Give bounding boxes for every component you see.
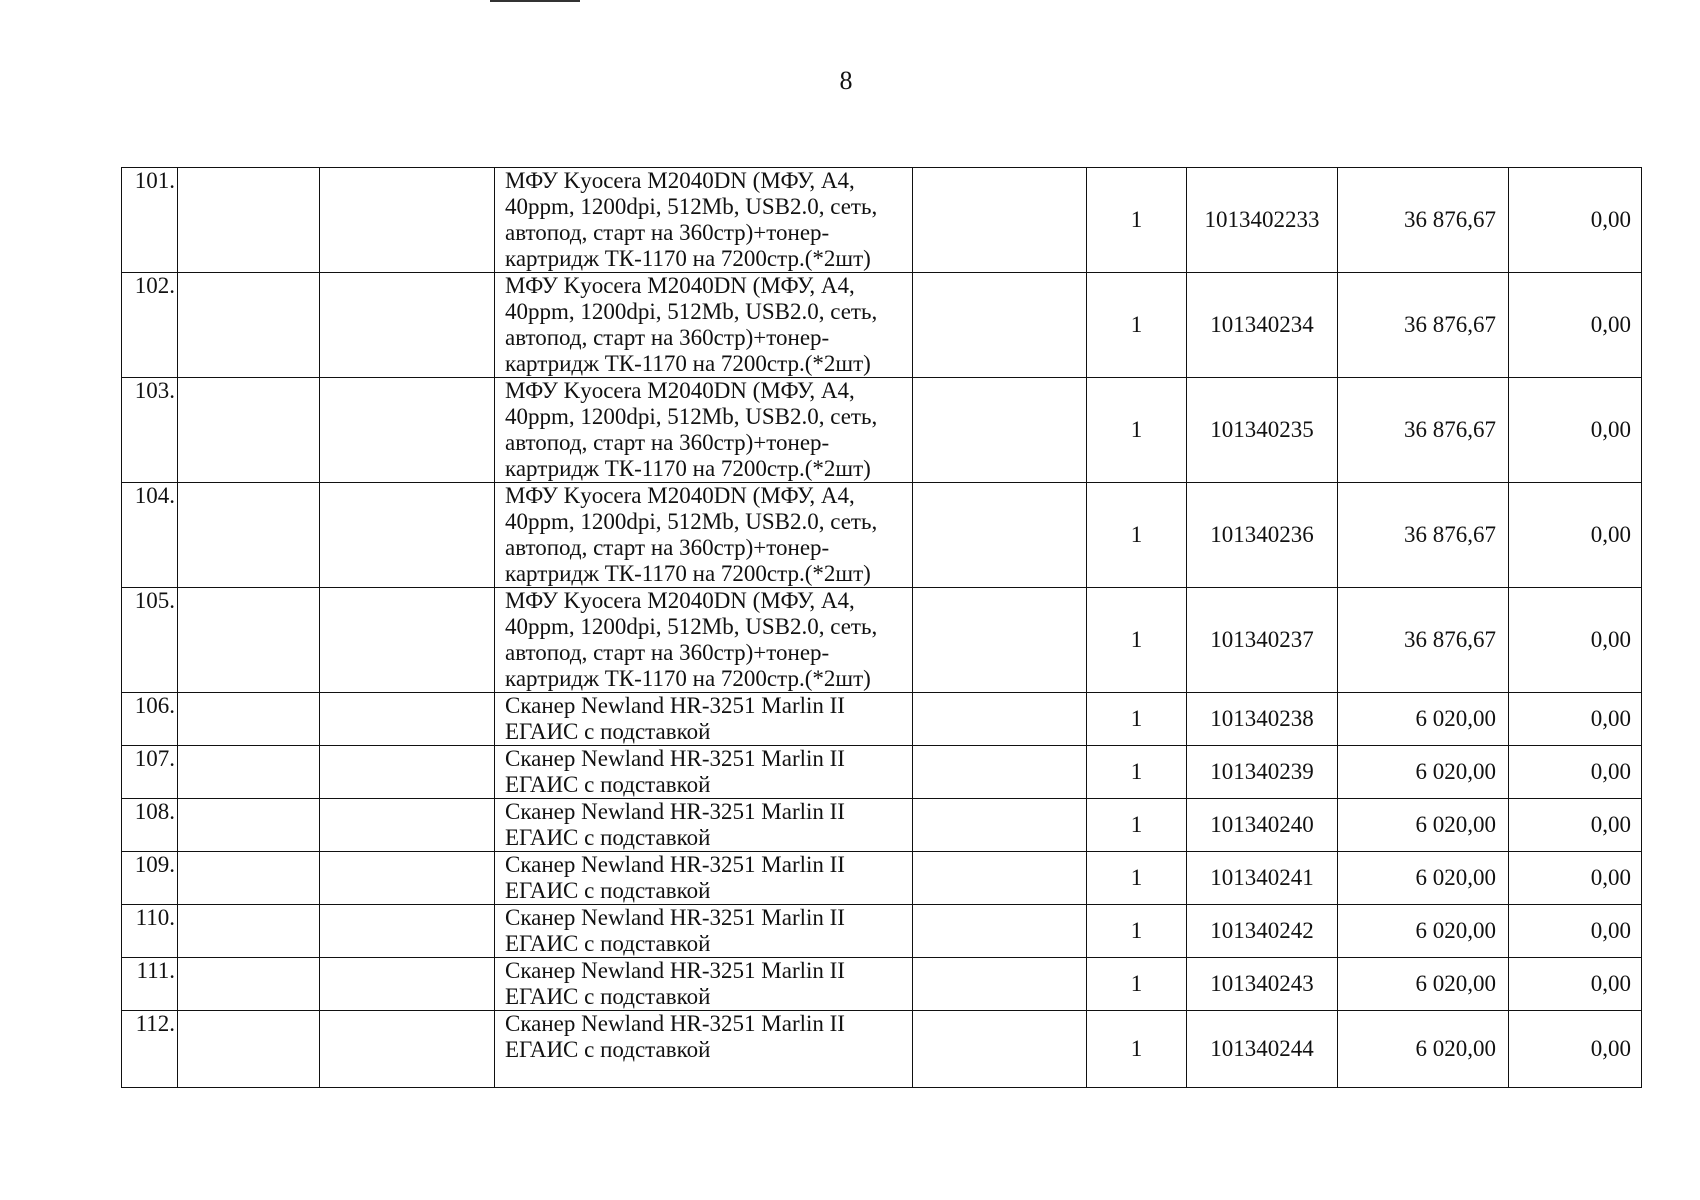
description-line: автопод, старт на 360стр)+тонер- xyxy=(505,220,830,245)
description-line: МФУ Kyocera M2040DN (МФУ, А4, xyxy=(505,378,855,403)
quantity-cell: 1 xyxy=(1087,1011,1187,1088)
row-number-cell: 109. xyxy=(122,852,178,905)
quantity-cell: 1 xyxy=(1087,852,1187,905)
empty-cell-a xyxy=(178,799,320,852)
table-row xyxy=(122,905,1642,958)
description-cell xyxy=(495,273,913,378)
empty-cell-a xyxy=(178,483,320,588)
empty-cell-a xyxy=(178,852,320,905)
empty-cell-a xyxy=(178,378,320,483)
inventory-number-cell: 101340244 xyxy=(1187,1011,1338,1088)
row-number-cell: 107. xyxy=(122,746,178,799)
inventory-number-cell: 101340236 xyxy=(1187,483,1338,588)
quantity-cell: 1 xyxy=(1087,588,1187,693)
row-number-cell: 103. xyxy=(122,378,178,483)
description-cell xyxy=(495,588,913,693)
empty-cell-a xyxy=(178,168,320,273)
description-line: МФУ Kyocera M2040DN (МФУ, А4, xyxy=(505,483,855,508)
table-row xyxy=(122,378,1642,483)
table-body xyxy=(122,168,1642,1088)
description-cell xyxy=(495,378,913,483)
empty-cell-b xyxy=(320,378,495,483)
description-line: картридж ТК-1170 на 7200стр.(*2шт) xyxy=(505,666,871,691)
residual-value-cell: 0,00 xyxy=(1509,852,1642,905)
quantity-cell: 1 xyxy=(1087,273,1187,378)
empty-cell-b xyxy=(320,1011,495,1088)
residual-value-cell: 0,00 xyxy=(1509,746,1642,799)
empty-cell-c xyxy=(913,958,1087,1011)
description-line: 40ppm, 1200dpi, 512Mb, USB2.0, сеть, xyxy=(505,299,878,324)
empty-cell-b xyxy=(320,588,495,693)
empty-cell-c xyxy=(913,378,1087,483)
description-line: ЕГАИС с подставкой xyxy=(505,984,711,1009)
description-line: картридж ТК-1170 на 7200стр.(*2шт) xyxy=(505,561,871,586)
table-row xyxy=(122,1011,1642,1088)
book-value-cell: 36 876,67 xyxy=(1338,168,1509,273)
description-line: ЕГАИС с подставкой xyxy=(505,825,711,850)
residual-value-cell: 0,00 xyxy=(1509,588,1642,693)
book-value-cell: 6 020,00 xyxy=(1338,693,1509,746)
row-number-cell: 106. xyxy=(122,693,178,746)
description-line: Сканер Newland HR-3251 Marlin II xyxy=(505,746,845,771)
description-line: ЕГАИС с подставкой xyxy=(505,772,711,797)
book-value-cell: 6 020,00 xyxy=(1338,799,1509,852)
empty-cell-a xyxy=(178,1011,320,1088)
description-line: Сканер Newland HR-3251 Marlin II xyxy=(505,693,845,718)
empty-cell-a xyxy=(178,273,320,378)
page-number: 8 xyxy=(839,66,853,95)
quantity-cell: 1 xyxy=(1087,905,1187,958)
empty-cell-a xyxy=(178,905,320,958)
table-row xyxy=(122,273,1642,378)
table-row xyxy=(122,746,1642,799)
empty-cell-b xyxy=(320,168,495,273)
description-line: Сканер Newland HR-3251 Marlin II xyxy=(505,799,845,824)
empty-cell-c xyxy=(913,693,1087,746)
row-number-cell: 105. xyxy=(122,588,178,693)
description-line: ЕГАИС с подставкой xyxy=(505,1037,711,1062)
quantity-cell: 1 xyxy=(1087,483,1187,588)
description-line: Сканер Newland HR-3251 Marlin II xyxy=(505,905,845,930)
description-line: автопод, старт на 360стр)+тонер- xyxy=(505,535,830,560)
description-line: Сканер Newland HR-3251 Marlin II xyxy=(505,958,845,983)
empty-cell-c xyxy=(913,483,1087,588)
description-line: картридж ТК-1170 на 7200стр.(*2шт) xyxy=(505,246,871,271)
residual-value-cell: 0,00 xyxy=(1509,483,1642,588)
empty-cell-b xyxy=(320,905,495,958)
quantity-cell: 1 xyxy=(1087,168,1187,273)
description-cell xyxy=(495,905,913,958)
description-line: МФУ Kyocera M2040DN (МФУ, А4, xyxy=(505,273,855,298)
description-line: МФУ Kyocera M2040DN (МФУ, А4, xyxy=(505,168,855,193)
residual-value-cell: 0,00 xyxy=(1509,799,1642,852)
top-edge-mark xyxy=(490,0,580,2)
book-value-cell: 6 020,00 xyxy=(1338,958,1509,1011)
description-line: 40ppm, 1200dpi, 512Mb, USB2.0, сеть, xyxy=(505,509,878,534)
description-line: Сканер Newland HR-3251 Marlin II xyxy=(505,1011,845,1036)
description-cell xyxy=(495,168,913,273)
empty-cell-c xyxy=(913,1011,1087,1088)
inventory-number-cell: 101340238 xyxy=(1187,693,1338,746)
description-line: ЕГАИС с подставкой xyxy=(505,878,711,903)
quantity-cell: 1 xyxy=(1087,378,1187,483)
book-value-cell: 36 876,67 xyxy=(1338,378,1509,483)
row-number-cell: 102. xyxy=(122,273,178,378)
inventory-number-cell: 101340243 xyxy=(1187,958,1338,1011)
empty-cell-c xyxy=(913,273,1087,378)
description-line: картридж ТК-1170 на 7200стр.(*2шт) xyxy=(505,351,871,376)
description-line: ЕГАИС с подставкой xyxy=(505,931,711,956)
inventory-number-cell: 101340239 xyxy=(1187,746,1338,799)
inventory-number-cell: 101340241 xyxy=(1187,852,1338,905)
book-value-cell: 6 020,00 xyxy=(1338,1011,1509,1088)
description-line: 40ppm, 1200dpi, 512Mb, USB2.0, сеть, xyxy=(505,194,878,219)
table-row xyxy=(122,799,1642,852)
empty-cell-c xyxy=(913,905,1087,958)
empty-cell-a xyxy=(178,958,320,1011)
row-number-cell: 101. xyxy=(122,168,178,273)
residual-value-cell: 0,00 xyxy=(1509,693,1642,746)
description-cell xyxy=(495,483,913,588)
description-line: 40ppm, 1200dpi, 512Mb, USB2.0, сеть, xyxy=(505,404,878,429)
description-line: Сканер Newland HR-3251 Marlin II xyxy=(505,852,845,877)
description-cell xyxy=(495,693,913,746)
table-row xyxy=(122,588,1642,693)
quantity-cell: 1 xyxy=(1087,958,1187,1011)
description-cell xyxy=(495,799,913,852)
book-value-cell: 6 020,00 xyxy=(1338,905,1509,958)
description-cell xyxy=(495,746,913,799)
book-value-cell: 6 020,00 xyxy=(1338,746,1509,799)
inventory-number-cell: 101340242 xyxy=(1187,905,1338,958)
row-number-cell: 111. xyxy=(122,958,178,1011)
row-number-cell: 112. xyxy=(122,1011,178,1088)
description-line: автопод, старт на 360стр)+тонер- xyxy=(505,325,830,350)
empty-cell-b xyxy=(320,746,495,799)
quantity-cell: 1 xyxy=(1087,799,1187,852)
description-cell xyxy=(495,852,913,905)
row-number-cell: 108. xyxy=(122,799,178,852)
empty-cell-a xyxy=(178,588,320,693)
empty-cell-a xyxy=(178,746,320,799)
table-row xyxy=(122,852,1642,905)
description-line: ЕГАИС с подставкой xyxy=(505,719,711,744)
description-line: МФУ Kyocera M2040DN (МФУ, А4, xyxy=(505,588,855,613)
empty-cell-c xyxy=(913,588,1087,693)
empty-cell-b xyxy=(320,483,495,588)
empty-cell-b xyxy=(320,273,495,378)
book-value-cell: 36 876,67 xyxy=(1338,483,1509,588)
row-number-cell: 110. xyxy=(122,905,178,958)
row-number-cell: 104. xyxy=(122,483,178,588)
description-line: картридж ТК-1170 на 7200стр.(*2шт) xyxy=(505,456,871,481)
quantity-cell: 1 xyxy=(1087,693,1187,746)
residual-value-cell: 0,00 xyxy=(1509,378,1642,483)
book-value-cell: 36 876,67 xyxy=(1338,273,1509,378)
inventory-number-cell: 101340235 xyxy=(1187,378,1338,483)
empty-cell-a xyxy=(178,693,320,746)
inventory-number-cell: 101340237 xyxy=(1187,588,1338,693)
inventory-number-cell: 1013402233 xyxy=(1187,168,1338,273)
empty-cell-b xyxy=(320,693,495,746)
table-row xyxy=(122,958,1642,1011)
quantity-cell: 1 xyxy=(1087,746,1187,799)
inventory-number-cell: 101340234 xyxy=(1187,273,1338,378)
description-cell xyxy=(495,1011,913,1088)
book-value-cell: 36 876,67 xyxy=(1338,588,1509,693)
residual-value-cell: 0,00 xyxy=(1509,1011,1642,1088)
table-row xyxy=(122,483,1642,588)
empty-cell-c xyxy=(913,852,1087,905)
residual-value-cell: 0,00 xyxy=(1509,273,1642,378)
description-line: автопод, старт на 360стр)+тонер- xyxy=(505,640,830,665)
empty-cell-c xyxy=(913,799,1087,852)
empty-cell-c xyxy=(913,746,1087,799)
description-cell xyxy=(495,958,913,1011)
book-value-cell: 6 020,00 xyxy=(1338,852,1509,905)
description-line: 40ppm, 1200dpi, 512Mb, USB2.0, сеть, xyxy=(505,614,878,639)
table-row xyxy=(122,693,1642,746)
empty-cell-b xyxy=(320,799,495,852)
empty-cell-c xyxy=(913,168,1087,273)
residual-value-cell: 0,00 xyxy=(1509,905,1642,958)
description-line: автопод, старт на 360стр)+тонер- xyxy=(505,430,830,455)
empty-cell-b xyxy=(320,852,495,905)
empty-cell-b xyxy=(320,958,495,1011)
residual-value-cell: 0,00 xyxy=(1509,168,1642,273)
asset-register-table xyxy=(121,167,1642,1088)
inventory-number-cell: 101340240 xyxy=(1187,799,1338,852)
table-row xyxy=(122,168,1642,273)
residual-value-cell: 0,00 xyxy=(1509,958,1642,1011)
